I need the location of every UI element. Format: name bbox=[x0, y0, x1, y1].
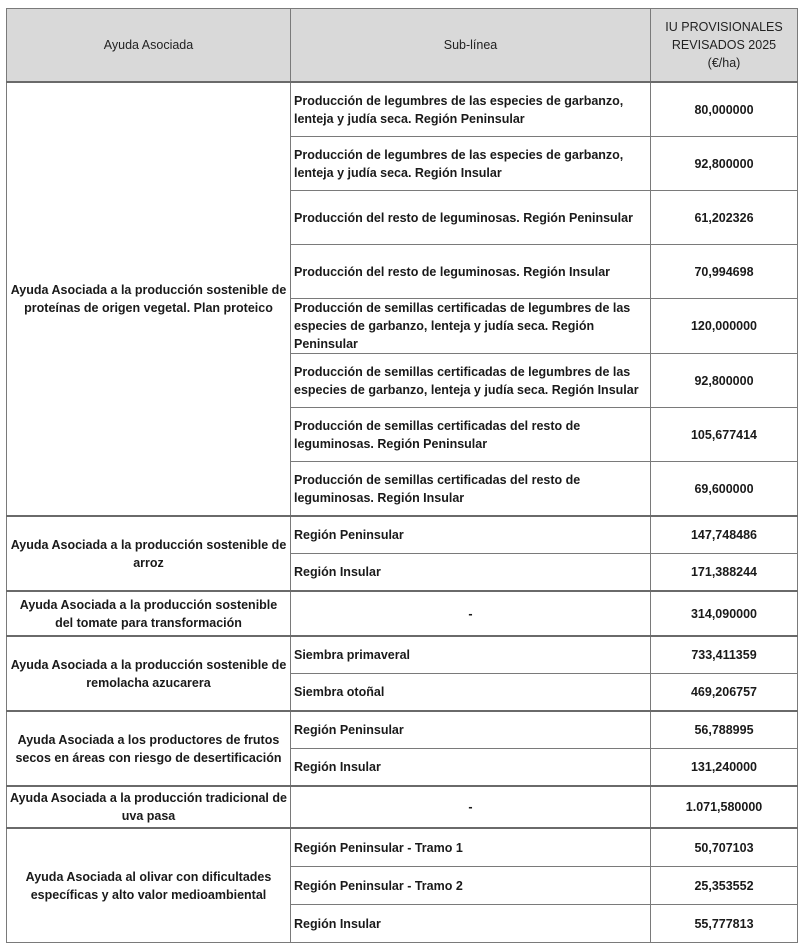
subline-cell: Producción de semillas certificadas del resto de leguminosas. Región Insular bbox=[291, 462, 651, 517]
ayuda-cell: Ayuda Asociada a los productores de frutos secos en áreas con riesgo de desertificación bbox=[7, 711, 291, 786]
header-subline: Sub-línea bbox=[291, 9, 651, 83]
table-row bbox=[7, 786, 798, 828]
value-cell: 469,206757 bbox=[651, 674, 798, 712]
subline-cell: Producción del resto de leguminosas. Región Peninsular bbox=[291, 191, 651, 245]
ayuda-cell: Ayuda Asociada a la producción sostenible de arroz bbox=[7, 516, 291, 591]
table-row bbox=[7, 516, 798, 554]
ayuda-cell: Ayuda Asociada a la producción sostenible de remolacha azucarera bbox=[7, 636, 291, 711]
aid-rates-table bbox=[6, 8, 798, 943]
subline-cell: - bbox=[291, 591, 651, 636]
header-value bbox=[651, 9, 798, 83]
ayuda-cell: Ayuda Asociada al olivar con dificultades específicas y alto valor medioambiental bbox=[7, 828, 291, 943]
value-cell: 1.071,580000 bbox=[651, 786, 798, 828]
subline-cell: Producción de semillas certificadas del resto de leguminosas. Región Peninsular bbox=[291, 408, 651, 462]
subline-cell: Producción de semillas certificadas de legumbres de las especies de garbanzo, lenteja y judía seca. Región Peninsular bbox=[291, 299, 651, 354]
value-cell: 171,388244 bbox=[651, 554, 798, 592]
value-cell: 69,600000 bbox=[651, 462, 798, 517]
value-cell: 56,788995 bbox=[651, 711, 798, 749]
subline-cell: - bbox=[291, 786, 651, 828]
value-cell: 92,800000 bbox=[651, 354, 798, 408]
header-value-line1: IU PROVISIONALES bbox=[665, 20, 783, 34]
subline-cell: Siembra otoñal bbox=[291, 674, 651, 712]
subline-cell: Producción de semillas certificadas de legumbres de las especies de garbanzo, lenteja y judía seca. Región Insular bbox=[291, 354, 651, 408]
value-cell: 147,748486 bbox=[651, 516, 798, 554]
value-cell: 314,090000 bbox=[651, 591, 798, 636]
value-cell: 25,353552 bbox=[651, 867, 798, 905]
header-value-line2: REVISADOS 2025 bbox=[671, 38, 777, 52]
value-cell: 120,000000 bbox=[651, 299, 798, 354]
ayuda-cell: Ayuda Asociada a la producción tradicional de uva pasa bbox=[7, 786, 291, 828]
value-cell: 61,202326 bbox=[651, 191, 798, 245]
value-cell: 70,994698 bbox=[651, 245, 798, 299]
subline-cell: Región Peninsular - Tramo 2 bbox=[291, 867, 651, 905]
subline-cell: Región Peninsular bbox=[291, 516, 651, 554]
subline-cell: Producción de legumbres de las especies de garbanzo, lenteja y judía seca. Región Insular bbox=[291, 137, 651, 191]
subline-cell: Región Peninsular bbox=[291, 711, 651, 749]
header-value-line3: (€/ha) bbox=[707, 56, 741, 70]
table-row bbox=[7, 591, 798, 636]
subline-cell: Región Insular bbox=[291, 905, 651, 943]
subline-cell: Producción del resto de leguminosas. Región Insular bbox=[291, 245, 651, 299]
table-row bbox=[7, 82, 798, 137]
subline-cell: Región Peninsular - Tramo 1 bbox=[291, 828, 651, 867]
ayuda-cell: Ayuda Asociada a la producción sostenible del tomate para transformación bbox=[7, 591, 291, 636]
ayuda-cell: Ayuda Asociada a la producción sostenible de proteínas de origen vegetal. Plan proteico bbox=[7, 82, 291, 516]
table-row bbox=[7, 828, 798, 867]
header-ayuda: Ayuda Asociada bbox=[7, 9, 291, 83]
table-row bbox=[7, 711, 798, 749]
value-cell: 92,800000 bbox=[651, 137, 798, 191]
value-cell: 80,000000 bbox=[651, 82, 798, 137]
header-row bbox=[7, 9, 798, 83]
value-cell: 131,240000 bbox=[651, 749, 798, 787]
table-row bbox=[7, 636, 798, 674]
value-cell: 105,677414 bbox=[651, 408, 798, 462]
subline-cell: Región Insular bbox=[291, 749, 651, 787]
value-cell: 55,777813 bbox=[651, 905, 798, 943]
value-cell: 733,411359 bbox=[651, 636, 798, 674]
subline-cell: Siembra primaveral bbox=[291, 636, 651, 674]
subline-cell: Región Insular bbox=[291, 554, 651, 592]
value-cell: 50,707103 bbox=[651, 828, 798, 867]
subline-cell: Producción de legumbres de las especies de garbanzo, lenteja y judía seca. Región Peninsular bbox=[291, 82, 651, 137]
